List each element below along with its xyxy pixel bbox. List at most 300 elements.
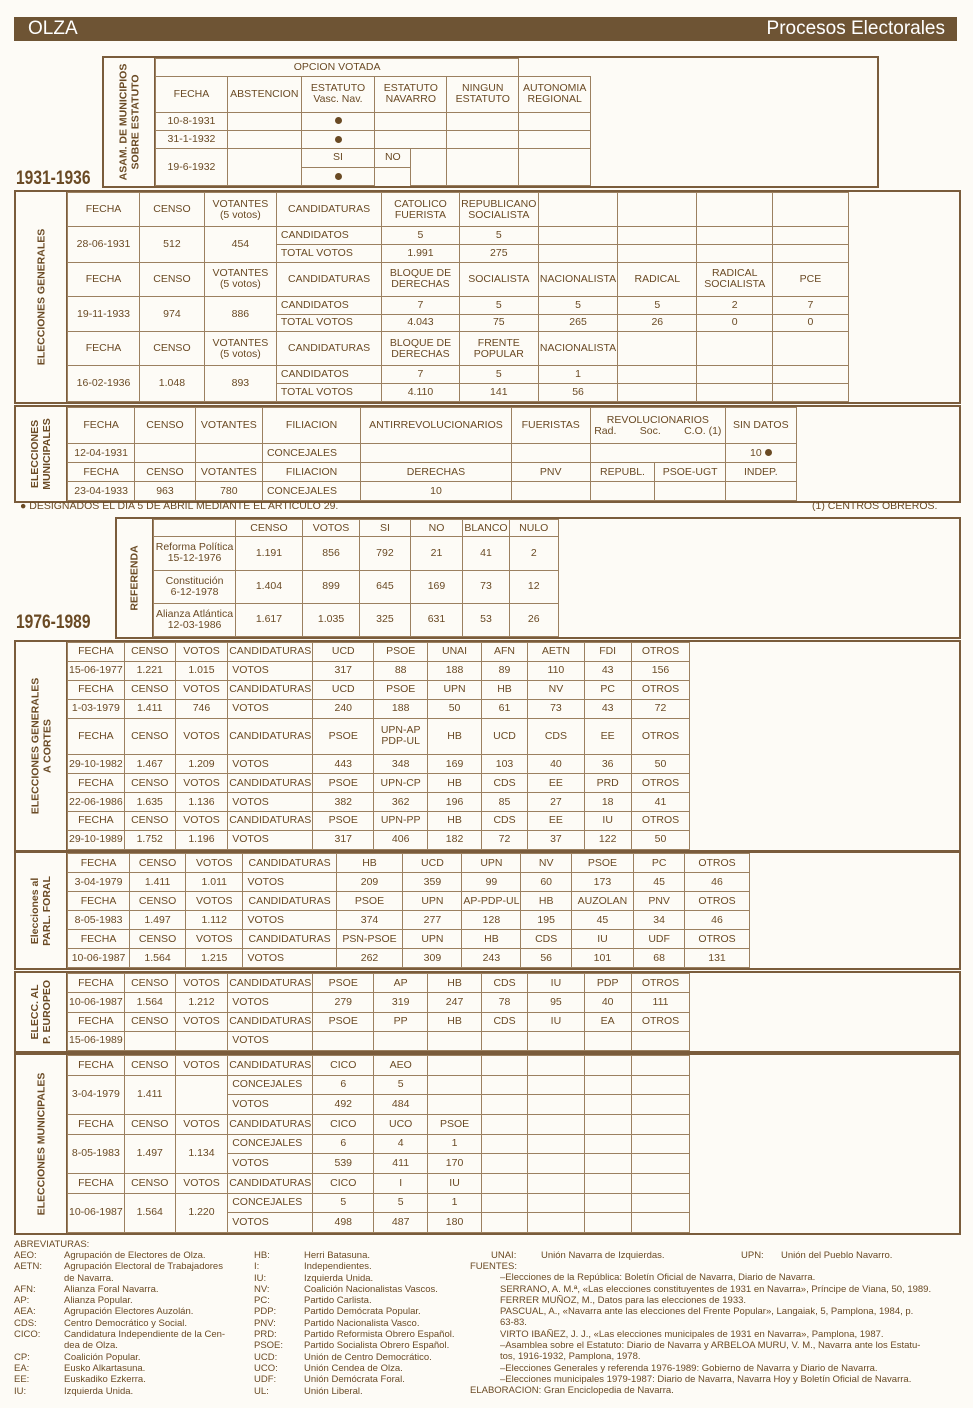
table-cell: CONCEJALES [262, 444, 360, 463]
table-cell: 122 [584, 830, 631, 849]
table-row [68, 296, 849, 314]
table-cell: 7 [382, 296, 459, 314]
table-cell [590, 482, 655, 501]
table-cell [773, 193, 849, 227]
abbr-code: NV: [254, 1283, 270, 1295]
table-cell [697, 227, 773, 245]
table-cell [227, 112, 301, 130]
table-cell [528, 1114, 585, 1134]
table-cell: ESTATUTO NAVARRO [375, 77, 447, 112]
table-cell: ABSTENCION [227, 77, 301, 112]
table-cell: CENSO [135, 463, 196, 482]
table-cell: OTROS [631, 812, 690, 831]
abbr-code: UCD: [254, 1351, 278, 1363]
table-cell: 45 [634, 873, 685, 892]
table-cell: CANDIDATURAS [228, 1012, 313, 1031]
table-cell: OTROS [685, 930, 750, 949]
table-row [68, 854, 750, 873]
table-cell: FECHA [68, 408, 135, 444]
table-cell [313, 1031, 374, 1050]
table-cell: 1.209 [175, 755, 227, 774]
table-cell: OTROS [631, 643, 690, 662]
table-cell: 169 [410, 570, 463, 603]
table-cell: CANDIDATURAS [228, 643, 313, 662]
table-cell: CANDIDATURAS [243, 930, 336, 949]
table-cell [481, 1154, 527, 1174]
abbr-desc: Euskadiko Ezkerra. [64, 1374, 146, 1386]
table-cell: 1.112 [186, 911, 243, 930]
table-cell: 3-04-1979 [68, 1075, 125, 1114]
table-cell: 26 [509, 603, 558, 636]
table-cell: 454 [204, 227, 276, 263]
table-cell [528, 1056, 585, 1076]
table-cell: OTROS [631, 718, 690, 754]
table-cell: 1 [538, 366, 617, 384]
table-cell: 1.564 [124, 1193, 175, 1232]
table-cell: FECHA [68, 262, 140, 296]
table-cell: PSOE [428, 1114, 482, 1134]
table-cell: UCD [481, 718, 527, 754]
abbr-item [14, 1340, 225, 1351]
table-cell: HB [462, 930, 521, 949]
table-cell: 45 [571, 911, 633, 930]
table-cell: 1.564 [124, 993, 175, 1012]
table-cell: VOTOS [175, 1056, 227, 1076]
table-row [68, 193, 849, 227]
generales36-side-text: ELECCIONES GENERALES [35, 228, 47, 366]
table-cell [511, 444, 590, 463]
table-cell: SOCIALISTA [459, 262, 538, 296]
table-cell: 8-05-1983 [68, 911, 130, 930]
abbr-desc: Centro Democrático y Social. [64, 1317, 188, 1329]
table-cell: 1.015 [175, 661, 227, 680]
table-cell: VOTOS [302, 520, 359, 537]
table-cell: 856 [302, 537, 359, 570]
table-cell: 26 [618, 314, 697, 332]
municipales36-side-text: ELECCIONES MUNICIPALES [29, 418, 53, 490]
table-cell: 46 [685, 911, 750, 930]
table-cell [631, 1114, 690, 1134]
header-section: Procesos Electorales [766, 18, 945, 39]
cortes-side-text: ELECCIONES GENERALES A CORTES [29, 677, 53, 815]
abbr-desc: Alianza Popular. [64, 1295, 133, 1307]
referenda-side-label [117, 519, 153, 637]
table-cell: FECHA [68, 774, 125, 793]
table-cell: 645 [360, 570, 410, 603]
table-cell [584, 1193, 631, 1213]
table-cell: FECHA [68, 892, 130, 911]
table-cell [618, 332, 697, 366]
abbr-code: UCO: [254, 1362, 278, 1374]
table-cell: 886 [204, 296, 276, 332]
table-cell: UCD [313, 643, 374, 662]
table-cell [631, 1213, 690, 1233]
abbr-code: AFN: [14, 1283, 36, 1295]
table-cell [631, 1173, 690, 1193]
table-cell: NO [410, 520, 463, 537]
table-row [68, 873, 750, 892]
municipales36-side-label [16, 407, 67, 501]
table-cell: NACIONALISTA [538, 262, 617, 296]
abbr-code: UPN: [741, 1250, 764, 1261]
table-row [68, 643, 690, 662]
table-cell: 5 [313, 1193, 374, 1213]
table-cell: CENSO [140, 193, 205, 227]
fuente-line: PASCUAL, A., «Navarra ante las elecciones del Frente Popular», Langaiak, 5, Pamplona, 1984, p. [500, 1306, 914, 1318]
table-cell: VOTOS [186, 930, 243, 949]
table-cell: PSOE [313, 974, 374, 993]
table-cell: 196 [428, 793, 482, 812]
table-cell: 23-04-1933 [68, 482, 135, 501]
table-cell: CENSO [140, 262, 205, 296]
table-cell: CANDIDATURAS [276, 193, 381, 227]
table-cell: 111 [631, 993, 690, 1012]
table-cell: 50 [428, 699, 482, 718]
table-cell: 4.043 [382, 314, 459, 332]
referenda-table [115, 517, 961, 639]
table-cell [584, 1056, 631, 1076]
table-cell: 188 [428, 661, 482, 680]
table-cell: SI [301, 149, 375, 167]
table-cell: 899 [302, 570, 359, 603]
table-row [68, 1114, 690, 1134]
table-cell: 50 [631, 755, 690, 774]
table-cell [773, 332, 849, 366]
abbr-item [14, 1318, 225, 1329]
abbr-desc: Partido Socialista Obrero Español. [304, 1340, 450, 1352]
table-cell: FECHA [68, 332, 140, 366]
fuente-line: –Asamblea sobre el Estatuto: Diario de Navarra y ARBELOA MURU, V. M., Navarra ante los Estatu- [500, 1340, 921, 1352]
table-cell: 1.134 [175, 1134, 227, 1173]
table-cell [511, 482, 590, 501]
table-cell: 8-05-1983 [68, 1134, 125, 1173]
table-cell [618, 227, 697, 245]
table-cell: CONCEJALES [228, 1134, 313, 1154]
cortes-grid [67, 642, 690, 850]
table-cell [428, 1056, 482, 1076]
table-cell: OTROS [631, 974, 690, 993]
table-cell: PDP [584, 974, 631, 993]
abbr-item [491, 1250, 892, 1261]
table-cell: VOTOS [186, 854, 243, 873]
abbr-code: AEA: [14, 1306, 36, 1318]
table-cell: VOTOS [243, 949, 336, 968]
table-cell: 317 [313, 830, 374, 849]
designated-dot-icon [335, 136, 342, 143]
table-cell [227, 149, 301, 186]
table-cell: 170 [428, 1154, 482, 1174]
table-cell: NO [375, 149, 411, 167]
table-cell: CENSO [124, 1056, 175, 1076]
table-cell: DERECHAS [361, 463, 511, 482]
table-cell: VOTOS [228, 993, 313, 1012]
table-cell: BLOQUE DE DERECHAS [382, 262, 459, 296]
table-cell: 963 [135, 482, 196, 501]
table-cell: 7 [382, 366, 459, 384]
table-cell: 1.221 [124, 661, 175, 680]
table-cell: 18 [584, 793, 631, 812]
table-cell: CENSO [130, 892, 186, 911]
table-cell: FECHA [68, 812, 125, 831]
table-cell: CANDIDATURAS [228, 974, 313, 993]
table-row [68, 718, 690, 754]
abbr-code: UL: [254, 1385, 269, 1397]
table-cell: FECHA [68, 680, 125, 699]
abbr-desc: de Navarra. [64, 1272, 114, 1284]
table-cell: AUZOLAN [571, 892, 633, 911]
abbr-desc: Coalición Nacionalistas Vascos. [304, 1283, 438, 1295]
table-cell: 5 [459, 366, 538, 384]
table-cell: 1.404 [236, 570, 303, 603]
table-cell: AP [374, 974, 428, 993]
table-cell: 10-06-1987 [68, 949, 130, 968]
table-cell [697, 366, 773, 384]
abbr-desc: dea de Olza. [64, 1340, 118, 1352]
abbr-item [14, 1363, 225, 1374]
table-cell: 1.635 [124, 793, 175, 812]
table-cell: PSOE [313, 774, 374, 793]
asamblea-side-label [104, 58, 155, 186]
abbr-desc: Unión Navarra de Izquierdas. [541, 1250, 665, 1261]
table-cell: VOTOS [228, 661, 313, 680]
table-cell: 5 [459, 296, 538, 314]
table-row [68, 1012, 690, 1031]
table-cell: FDI [584, 643, 631, 662]
table-cell: 15-06-1989 [68, 1031, 125, 1050]
table-row [68, 444, 797, 463]
table-cell: ANTIRREVOLUCIONARIOS [361, 408, 511, 444]
table-cell: 72 [481, 830, 527, 849]
table-row [68, 408, 797, 444]
table-cell: UPN [462, 854, 521, 873]
abbr-code: IU: [14, 1385, 27, 1397]
table-cell: 41 [463, 537, 509, 570]
table-cell: SIN DATOS [725, 408, 796, 444]
table-cell: CDS [521, 930, 571, 949]
abbr-item [14, 1295, 225, 1306]
table-cell: OTROS [631, 680, 690, 699]
abbr-desc: Independientes. [304, 1261, 372, 1273]
table-cell [773, 366, 849, 384]
table-row [68, 1173, 690, 1193]
table-cell [528, 1095, 585, 1115]
table-cell: CENSO [124, 1173, 175, 1193]
abbr-item [254, 1352, 454, 1363]
table-cell: RADICAL SOCIALISTA [697, 262, 773, 296]
table-cell [481, 1031, 527, 1050]
table-cell: 61 [481, 699, 527, 718]
table-cell: I [374, 1173, 428, 1193]
table-cell: CENSO [124, 643, 175, 662]
table-cell: NACIONALISTA [538, 332, 617, 366]
table-cell: 40 [584, 993, 631, 1012]
abbr-code: AETN: [14, 1261, 42, 1273]
table-cell: 1.035 [302, 603, 359, 636]
abbr-code: I: [254, 1261, 260, 1273]
abbr-code: CICO: [14, 1329, 41, 1341]
table-cell: AFN [481, 643, 527, 662]
table-cell: VOTOS [175, 680, 227, 699]
table-cell: 78 [481, 993, 527, 1012]
table-row [68, 1031, 690, 1050]
table-cell: HB [521, 892, 571, 911]
table-cell: UPN [403, 892, 462, 911]
table-cell: CONCEJALES [262, 482, 360, 501]
table-cell: UPN-AP PDP-UL [374, 718, 428, 754]
table-cell: 6 [313, 1134, 374, 1154]
table-cell: 4.110 [382, 384, 459, 402]
table-cell: 243 [462, 949, 521, 968]
table-cell: REPUBLICANO SOCIALISTA [459, 193, 538, 227]
table-cell: FILIACION [262, 463, 360, 482]
table-cell: 262 [336, 949, 403, 968]
table-cell [428, 1031, 482, 1050]
table-cell [124, 1031, 175, 1050]
table-cell: 21 [410, 537, 463, 570]
table-row [68, 755, 690, 774]
table-cell [481, 1173, 527, 1193]
table-cell: 6 [313, 1075, 374, 1095]
table-cell: VOTOS [228, 755, 313, 774]
table-cell: OTROS [631, 1012, 690, 1031]
table-cell: 279 [313, 993, 374, 1012]
table-cell: 780 [195, 482, 262, 501]
table-cell: 362 [374, 793, 428, 812]
table-cell: VOTOS [243, 873, 336, 892]
abbr-item [14, 1386, 225, 1397]
table-row [68, 1193, 690, 1213]
table-row [68, 793, 690, 812]
table-cell: 46 [685, 873, 750, 892]
table-cell: 5 [459, 227, 538, 245]
table-cell [175, 1031, 227, 1050]
table-cell: CDS [481, 1012, 527, 1031]
table-cell [584, 1095, 631, 1115]
designated-dot-icon [335, 117, 342, 124]
abbr-code: PNV: [254, 1317, 276, 1329]
table-row [68, 1075, 690, 1095]
table-cell: 110 [528, 661, 585, 680]
abbr-desc: Alianza Foral Navarra. [64, 1283, 159, 1295]
generales36-side-label [16, 192, 67, 402]
table-cell: FILIACION [262, 408, 360, 444]
table-cell: 188 [374, 699, 428, 718]
table-cell: CANDIDATURAS [276, 262, 381, 296]
note-designados: ● DESIGNADOS EL DIA 5 DE ABRIL MEDIANTE EL ARTICULO 29. [20, 500, 339, 512]
abbr-item [254, 1261, 454, 1272]
table-row [68, 262, 849, 296]
abbr-desc: Partido Carlista. [304, 1295, 372, 1307]
abbr-desc: Izquierda Unida. [304, 1272, 374, 1284]
table-cell: PSOE [374, 680, 428, 699]
table-cell: OTROS [631, 774, 690, 793]
table-cell: 4 [374, 1134, 428, 1154]
abbr-item [14, 1352, 225, 1363]
table-cell: CANDIDATURAS [228, 680, 313, 699]
fuente-line: –Elecciones municipales 1979-1987: Diario de Navarra, Navarra Hoy y Boletín Oficial de Navarra. [500, 1373, 912, 1385]
table-cell: BLOQUE DE DERECHAS [382, 332, 459, 366]
table-cell: 746 [175, 699, 227, 718]
table-cell: IU [428, 1173, 482, 1193]
table-row [68, 1056, 690, 1076]
table-cell: HB [336, 854, 403, 873]
table-row [68, 463, 797, 482]
table-cell: 5 [374, 1075, 428, 1095]
municipales36-grid [67, 407, 797, 501]
table-row [68, 911, 750, 930]
table-cell: FUERISTAS [511, 408, 590, 444]
table-cell: 1 [428, 1134, 482, 1154]
table-cell: VOTOS [175, 1012, 227, 1031]
abbr-desc: Agrupación Electoral de Trabajadores [64, 1261, 223, 1273]
table-cell: 103 [481, 755, 527, 774]
table-cell: 12-04-1931 [68, 444, 135, 463]
table-cell: CICO [313, 1056, 374, 1076]
abbr-desc: Unión de Centro Democrático. [304, 1351, 432, 1363]
table-cell: 1.220 [175, 1193, 227, 1232]
abbr-col-2 [254, 1250, 454, 1397]
table-cell: 443 [313, 755, 374, 774]
referenda-side-text: REFERENDA [128, 545, 141, 611]
table-cell: 359 [403, 873, 462, 892]
table-cell: UDF [634, 930, 685, 949]
table-cell: 1.136 [175, 793, 227, 812]
table-cell: CENSO [124, 774, 175, 793]
table-cell: UCD [313, 680, 374, 699]
table-cell: 0 [773, 314, 849, 332]
table-cell: CANDIDATURAS [228, 718, 313, 754]
table-cell [411, 149, 447, 186]
table-cell: 1.411 [130, 873, 186, 892]
table-cell: FECHA [68, 1056, 125, 1076]
table-cell [135, 444, 196, 463]
abbr-code: EA: [14, 1362, 30, 1374]
table-cell: 40 [528, 755, 585, 774]
table-cell: FECHA [68, 1114, 125, 1134]
asamblea-grid [155, 58, 663, 186]
table-cell: CANDIDATURAS [228, 1173, 313, 1193]
abbr-code: CDS: [14, 1317, 37, 1329]
table-cell: CANDIDATOS [276, 227, 381, 245]
table-cell: AETN [528, 643, 585, 662]
table-cell: FECHA [68, 1012, 125, 1031]
table-cell: NV [521, 854, 571, 873]
table-cell: VOTANTES (5 votos) [204, 193, 276, 227]
table-cell: CANDIDATURAS [228, 774, 313, 793]
table-cell [584, 1134, 631, 1154]
table-cell: EE [584, 718, 631, 754]
table-row [68, 332, 849, 366]
table-row [68, 699, 690, 718]
table-cell: 1.011 [186, 873, 243, 892]
table-cell: IU [571, 930, 633, 949]
table-cell: CENSO [124, 812, 175, 831]
abbr-code: PDP: [254, 1306, 277, 1318]
table-cell: 60 [521, 873, 571, 892]
abbr-item [14, 1261, 225, 1272]
abbr-desc: Herri Batasuna. [304, 1250, 371, 1261]
table-cell: 75 [459, 314, 538, 332]
table-cell [584, 1154, 631, 1174]
table-cell: CANDIDATURAS [228, 1114, 313, 1134]
table-cell [428, 1075, 482, 1095]
table-cell [528, 1031, 585, 1050]
table-cell: 10-06-1987 [68, 1193, 125, 1232]
table-cell: Reforma Política 15-12-1976 [154, 537, 236, 570]
table-cell: 10 [725, 444, 796, 463]
municipales-1979-table [14, 1053, 961, 1235]
table-cell: 37 [528, 830, 585, 849]
